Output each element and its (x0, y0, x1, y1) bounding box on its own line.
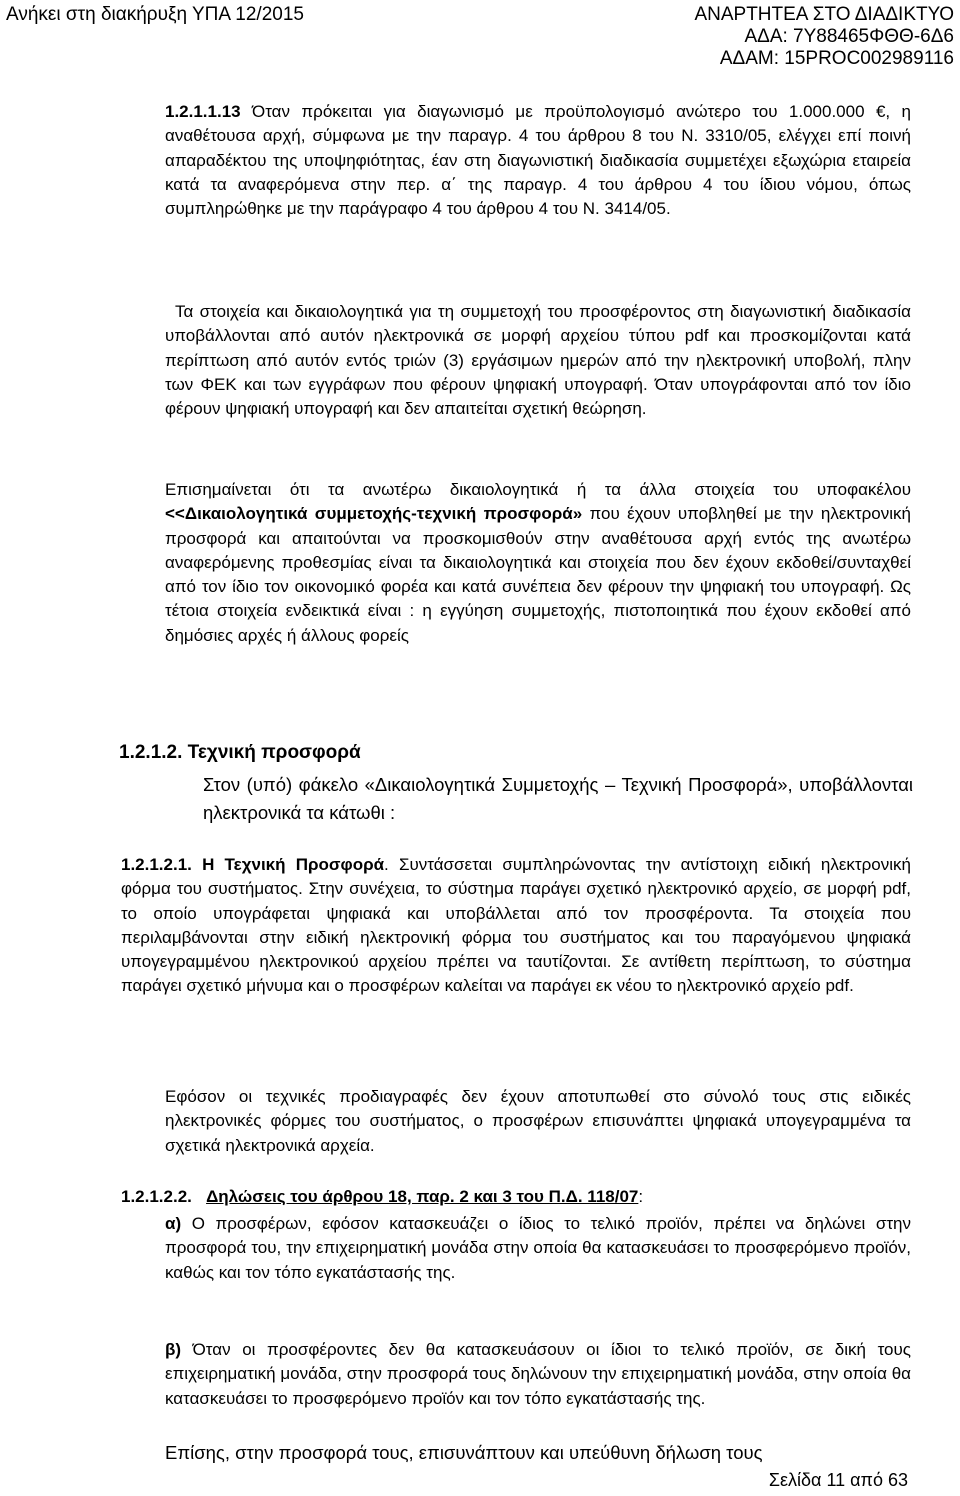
item-b-label: β) (165, 1340, 182, 1359)
section-1-2-1-2-text: Στον (υπό) φάκελο «Δικαιολογητικά Συμμετοχής – Τεχνική Προσφορά», υποβάλλονται ηλεκτρονικά τα κάτωθι : (203, 774, 913, 823)
note-pre: Επισημαίνεται ότι τα ανωτέρω δικαιολογητικά ή τα άλλα στοιχεία του υποφακέλου (165, 480, 911, 499)
last-paragraph: Επίσης, στην προσφορά τους, επισυνάπτουν και υπεύθυνη δήλωση τους (165, 1442, 763, 1463)
item-a-text: Ο προσφέρων, εφόσον κατασκευάζει ο ίδιος το τελικό προϊόν, πρέπει να δηλώνει στην προσφορά του, την επιχειρηματική μονάδα στην οποία θα κατασκευάσει το προσφερόμενο προϊόν, καθώς και τον τόπο εγκατάστασής της. (165, 1214, 911, 1282)
section-1-2-1-2-2-colon: : (638, 1187, 644, 1206)
note-bold: <<Δικαιολογητικά συμμετοχής-τεχνική προσφορά» (165, 504, 583, 524)
header-right-line1: ΑΝΑΡΤΗΤΕΑ ΣΤΟ ΔΙΑΔΙΚΤΥΟ (694, 4, 954, 25)
header-adam: ΑΔΑΜ: 15PROC002989116 (719, 48, 954, 69)
note-post: που έχουν υποβληθεί με την ηλεκτρονική προσφορά και απαιτούνται να προσκομισθούν στην αναθέτουσα αρχή εντός της ανωτέρω αναφερόμενης προθεσμίας είναι τα δικαιολογητικά και στοιχεία που δεν έχουν εκδοθεί/συνταχθεί από τον ίδιο τον οικονομικό φορέα και κατά συνέπεια δεν φέρουν την ψηφιακή του υπογραφή. Ως τέτοια στοιχεία ενδεικτικά είναι : η εγγύηση συμμετοχής, πιστοποιητικά που έχουν εκδοθεί από δημόσιες αρχές ή άλλους φορείς (165, 504, 911, 645)
section-number: 1.2.1.1.13 (165, 102, 241, 121)
section-text: Όταν πρόκειται για διαγωνισμό με προϋπολογισμό ανώτερο του 1.000.000 €, η αναθέτουσα αρχή, σύμφωνα με την παραγρ. 4 του άρθρου 8 του Ν. 3310/05, ελέγχει επί ποινή απαραδέκτου της υποψηφιότητας, έαν στη διαγωνιστική διαδικασία συμμετέχει εξωχώρια εταιρεία κατά τα αναφερόμενα στην περ. α΄ της παραγρ. 4 του άρθρου 4 του ίδιου νόμου, όπως συμπληρώθηκε με την παράγραφο 4 του άρθρου 4 του Ν. 3414/05. (165, 102, 911, 219)
section-1-2-1-2-2-title: Δηλώσεις του άρθρου 18, παρ. 2 και 3 του Π.Δ. 118/07 (206, 1187, 639, 1206)
specs-paragraph: Εφόσον οι τεχνικές προδιαγραφές δεν έχουν αποτυπωθεί στο σύνολό τους στις ειδικές ηλεκτρονικές φόρμες του συστήματος, ο προσφέρων επισυνάπτει ψηφιακά υπογεγραμμένα τα σχετικά ηλεκτρονικά αρχεία. (165, 1087, 911, 1155)
section-1-2-1-2-2 (121, 1185, 921, 1209)
section-1-2-1-2-1-title: 1.2.1.2.1. Η Τεχνική Προσφορά (121, 855, 385, 874)
section-1-2-1-2-1-text: . Συντάσσεται συμπληρώνοντας την αντίστοιχη ειδική ηλεκτρονική φόρμα του συστήματος. Στην συνέχεια, το σύστημα παράγει σχετικό ηλεκτρονικό αρχείο, σε μορφή pdf, το οποίο υπογράφεται ψηφιακά και υποβάλλεται από τον προσφέροντα. Τα στοιχεία που περιλαμβάνονται στην ειδική ηλεκτρονική φόρμα του συστήματος και του παραγόμενου ψηφιακά υπογεγραμμένου ηλεκτρονικού αρχείου πρέπει να ταυτίζονται. Σε αντίθετη περίπτωση, το σύστημα παράγει σχετικό μήνυμα και ο προσφέρων καλείται να παράγει εκ νέου το ηλεκτρονικό αρχείο pdf. (121, 855, 911, 996)
item-a (165, 1212, 911, 1285)
header-ada: ΑΔΑ: 7Υ88465ΦΘΘ-6Δ6 (744, 26, 954, 47)
page-number: Σελίδα 11 από 63 (768, 1470, 908, 1490)
note-paragraph (165, 478, 911, 648)
submission-paragraph: Τα στοιχεία και δικαιολογητικά για τη συμμετοχή του προσφέροντος στη διαγωνιστική διαδικασία υποβάλλονται από αυτόν ηλεκτρονικά σε μορφή αρχείου τύπου pdf και προσκομίζονται κατά περίπτωση από αυτόν εντός τριών (3) εργάσιμων ημερών από την ηλεκτρονική υποβολή, πλην των ΦΕΚ και των εγγράφων που φέρουν ψηφιακή υπογραφή. Όταν υπογράφονται από τον ίδιο φέρουν ψηφιακή υπογραφή και δεν απαιτείται σχετική θεώρηση. (165, 302, 911, 419)
item-b (165, 1338, 911, 1411)
section-1-2-1-1-13 (165, 100, 911, 221)
header-right (694, 4, 954, 70)
section-1-2-1-2-2-number: 1.2.1.2.2. (121, 1187, 192, 1206)
section-1-2-1-2-1 (121, 853, 911, 999)
item-a-label: α) (165, 1214, 182, 1233)
item-b-text: Όταν οι προσφέροντες δεν θα κατασκευάσουν οι ίδιοι το τελικό προϊόν, σε δική τους επιχειρηματική μονάδα, στην προσφορά τους δηλώνουν την επιχειρηματική μονάδα, στην οποία θα κατασκευάσει το προσφερόμενο προϊόν και τον τόπο εγκατάστασής της. (165, 1340, 911, 1408)
section-heading-1-2-1-2: 1.2.1.2. Τεχνική προσφορά (119, 742, 361, 763)
header-left: Ανήκει στη διακήρυξη ΥΠΑ 12/2015 (6, 4, 304, 25)
